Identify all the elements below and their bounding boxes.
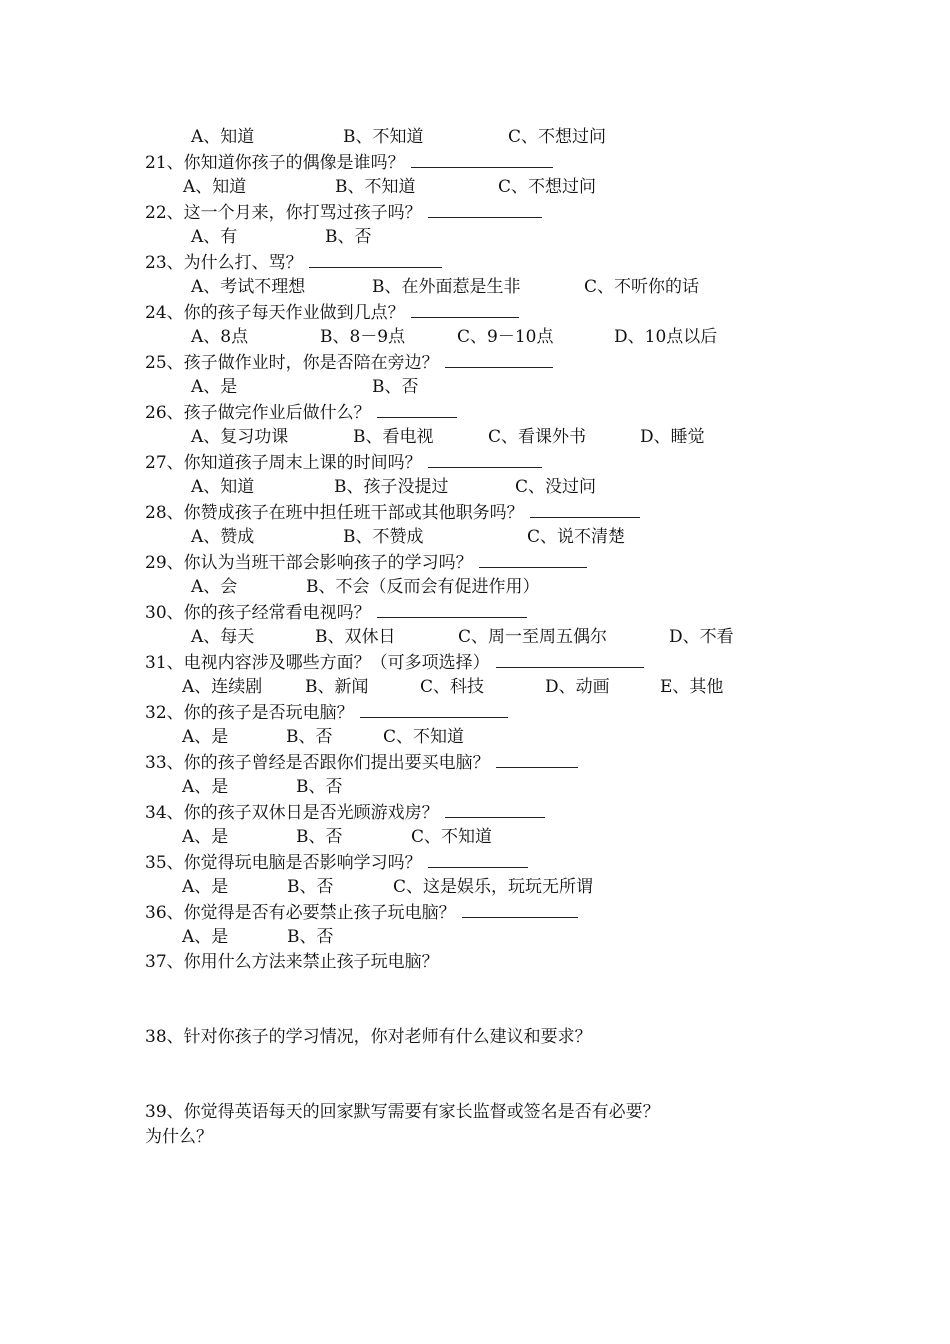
q34-question xyxy=(145,800,545,824)
q24-option-d[interactable]: D、10点以后 xyxy=(614,327,718,347)
q28-text: 28、你赞成孩子在班中担任班干部或其他职务吗？ xyxy=(145,503,524,523)
q23-option-c[interactable]: C、不听你的话 xyxy=(584,277,700,297)
q32-question xyxy=(145,700,508,724)
q22-question xyxy=(145,200,542,224)
q32-answer-blank[interactable] xyxy=(360,700,508,718)
q33-option-a[interactable]: A、是 xyxy=(182,777,229,797)
q34-option-a[interactable]: A、是 xyxy=(182,827,229,847)
q38-question xyxy=(145,1025,592,1049)
q27-option-b[interactable]: B、孩子没提过 xyxy=(334,477,449,497)
q32-option-b[interactable]: B、否 xyxy=(286,727,333,747)
q23-answer-blank[interactable] xyxy=(309,250,442,268)
q34-text: 34、你的孩子双休日是否光顾游戏房？ xyxy=(145,803,439,823)
q27-option-a[interactable]: A、知道 xyxy=(191,477,255,497)
q28-answer-blank[interactable] xyxy=(530,500,640,518)
q37-text: 37、你用什么方法来禁止孩子玩电脑？ xyxy=(145,952,439,972)
q31-answer-blank[interactable] xyxy=(496,650,644,668)
q30-option-b[interactable]: B、双休日 xyxy=(315,627,396,647)
q30-option-a[interactable]: A、每天 xyxy=(191,627,255,647)
q25-text: 25、孩子做作业时，你是否陪在旁边？ xyxy=(145,353,439,373)
q22-answer-blank[interactable] xyxy=(428,200,542,218)
q27-option-c[interactable]: C、没过问 xyxy=(515,477,597,497)
q23-question xyxy=(145,250,442,274)
q26-text: 26、孩子做完作业后做什么？ xyxy=(145,403,371,423)
q26-option-a[interactable]: A、复习功课 xyxy=(191,427,289,447)
q22-option-a[interactable]: A、有 xyxy=(191,227,238,247)
q31-text: 31、电视内容涉及哪些方面？（可多项选择） xyxy=(145,653,490,673)
q33-question xyxy=(145,750,578,774)
q25-question xyxy=(145,350,553,374)
q36-answer-blank[interactable] xyxy=(462,900,578,918)
q30-text: 30、你的孩子经常看电视吗？ xyxy=(145,603,371,623)
q27-question xyxy=(145,450,542,474)
q26-answer-blank[interactable] xyxy=(377,400,457,418)
q24-question xyxy=(145,300,519,324)
q21-text: 21、你知道你孩子的偶像是谁吗？ xyxy=(145,153,405,173)
q26-option-d[interactable]: D、睡觉 xyxy=(640,427,705,447)
q28-option-b[interactable]: B、不赞成 xyxy=(343,527,424,547)
q25-option-b[interactable]: B、否 xyxy=(372,377,419,397)
q37-question xyxy=(145,950,439,974)
q26-option-c[interactable]: C、看课外书 xyxy=(488,427,587,447)
q31-option-b[interactable]: B、新闻 xyxy=(305,677,369,697)
q24-option-c[interactable]: C、9－10点 xyxy=(457,327,554,347)
q36-option-b[interactable]: B、否 xyxy=(287,927,334,947)
q31-option-e[interactable]: E、其他 xyxy=(660,677,724,697)
q33-text: 33、你的孩子曾经是否跟你们提出要买电脑？ xyxy=(145,753,490,773)
q29-question xyxy=(145,550,587,574)
q23-option-b[interactable]: B、在外面惹是生非 xyxy=(372,277,521,297)
q35-text: 35、你觉得玩电脑是否影响学习吗？ xyxy=(145,853,422,873)
q29-option-b[interactable]: B、不会（反而会有促进作用） xyxy=(306,577,540,597)
q26-question xyxy=(145,400,457,424)
q31-option-a[interactable]: A、连续剧 xyxy=(182,677,263,697)
q28-question xyxy=(145,500,640,524)
q24-option-b[interactable]: B、8－9点 xyxy=(320,327,406,347)
q20-option-c[interactable]: C、不想过问 xyxy=(508,127,607,147)
q29-answer-blank[interactable] xyxy=(479,550,587,568)
q34-option-b[interactable]: B、否 xyxy=(296,827,343,847)
q39-question-cont xyxy=(145,1125,213,1149)
q32-option-c[interactable]: C、不知道 xyxy=(383,727,465,747)
q23-text: 23、为什么打、骂？ xyxy=(145,253,303,273)
q30-option-d[interactable]: D、不看 xyxy=(669,627,734,647)
q35-option-a[interactable]: A、是 xyxy=(182,877,229,897)
q36-text: 36、你觉得是否有必要禁止孩子玩电脑？ xyxy=(145,903,456,923)
q22-text: 22、这一个月来，你打骂过孩子吗？ xyxy=(145,203,422,223)
q35-option-b[interactable]: B、否 xyxy=(287,877,334,897)
q22-option-b[interactable]: B、否 xyxy=(325,227,372,247)
q30-option-c[interactable]: C、周一至周五偶尔 xyxy=(458,627,608,647)
q27-text: 27、你知道孩子周末上课的时间吗？ xyxy=(145,453,422,473)
q24-answer-blank[interactable] xyxy=(411,300,519,318)
q28-option-a[interactable]: A、赞成 xyxy=(191,527,255,547)
q24-text: 24、你的孩子每天作业做到几点？ xyxy=(145,303,405,323)
q21-question xyxy=(145,150,553,174)
q34-option-c[interactable]: C、不知道 xyxy=(411,827,493,847)
q35-option-c[interactable]: C、这是娱乐，玩玩无所谓 xyxy=(393,877,594,897)
q38-text: 38、针对你孩子的学习情况，你对老师有什么建议和要求？ xyxy=(145,1027,592,1047)
q39-text: 39、你觉得英语每天的回家默写需要有家长监督或签名是否有必要？ xyxy=(145,1102,660,1122)
q31-question xyxy=(145,650,644,674)
q34-answer-blank[interactable] xyxy=(445,800,545,818)
q35-question xyxy=(145,850,528,874)
q35-answer-blank[interactable] xyxy=(428,850,528,868)
q29-text: 29、你认为当班干部会影响孩子的学习吗？ xyxy=(145,553,473,573)
q39-text-cont: 为什么？ xyxy=(145,1127,213,1147)
q36-option-a[interactable]: A、是 xyxy=(182,927,229,947)
q30-question xyxy=(145,600,527,624)
q23-option-a[interactable]: A、考试不理想 xyxy=(191,277,306,297)
q39-question xyxy=(145,1100,660,1124)
q29-option-a[interactable]: A、会 xyxy=(191,577,238,597)
q31-option-c[interactable]: C、科技 xyxy=(420,677,485,697)
q32-text: 32、你的孩子是否玩电脑？ xyxy=(145,703,354,723)
q21-option-b[interactable]: B、不知道 xyxy=(335,177,416,197)
q25-option-a[interactable]: A、是 xyxy=(191,377,238,397)
q26-option-b[interactable]: B、看电视 xyxy=(353,427,434,447)
q31-option-d[interactable]: D、动画 xyxy=(545,677,610,697)
q20-option-b[interactable]: B、不知道 xyxy=(343,127,424,147)
q21-option-c[interactable]: C、不想过问 xyxy=(498,177,597,197)
q25-answer-blank[interactable] xyxy=(445,350,553,368)
q33-answer-blank[interactable] xyxy=(496,750,578,768)
q20-option-a[interactable]: A、知道 xyxy=(191,127,255,147)
q32-option-a[interactable]: A、是 xyxy=(182,727,229,747)
q30-answer-blank[interactable] xyxy=(377,600,527,618)
q21-option-a[interactable]: A、知道 xyxy=(183,177,247,197)
q36-question xyxy=(145,900,578,924)
q33-option-b[interactable]: B、否 xyxy=(296,777,343,797)
q27-answer-blank[interactable] xyxy=(428,450,542,468)
q24-option-a[interactable]: A、8点 xyxy=(191,327,249,347)
q28-option-c[interactable]: C、说不清楚 xyxy=(527,527,626,547)
q21-answer-blank[interactable] xyxy=(411,150,553,168)
